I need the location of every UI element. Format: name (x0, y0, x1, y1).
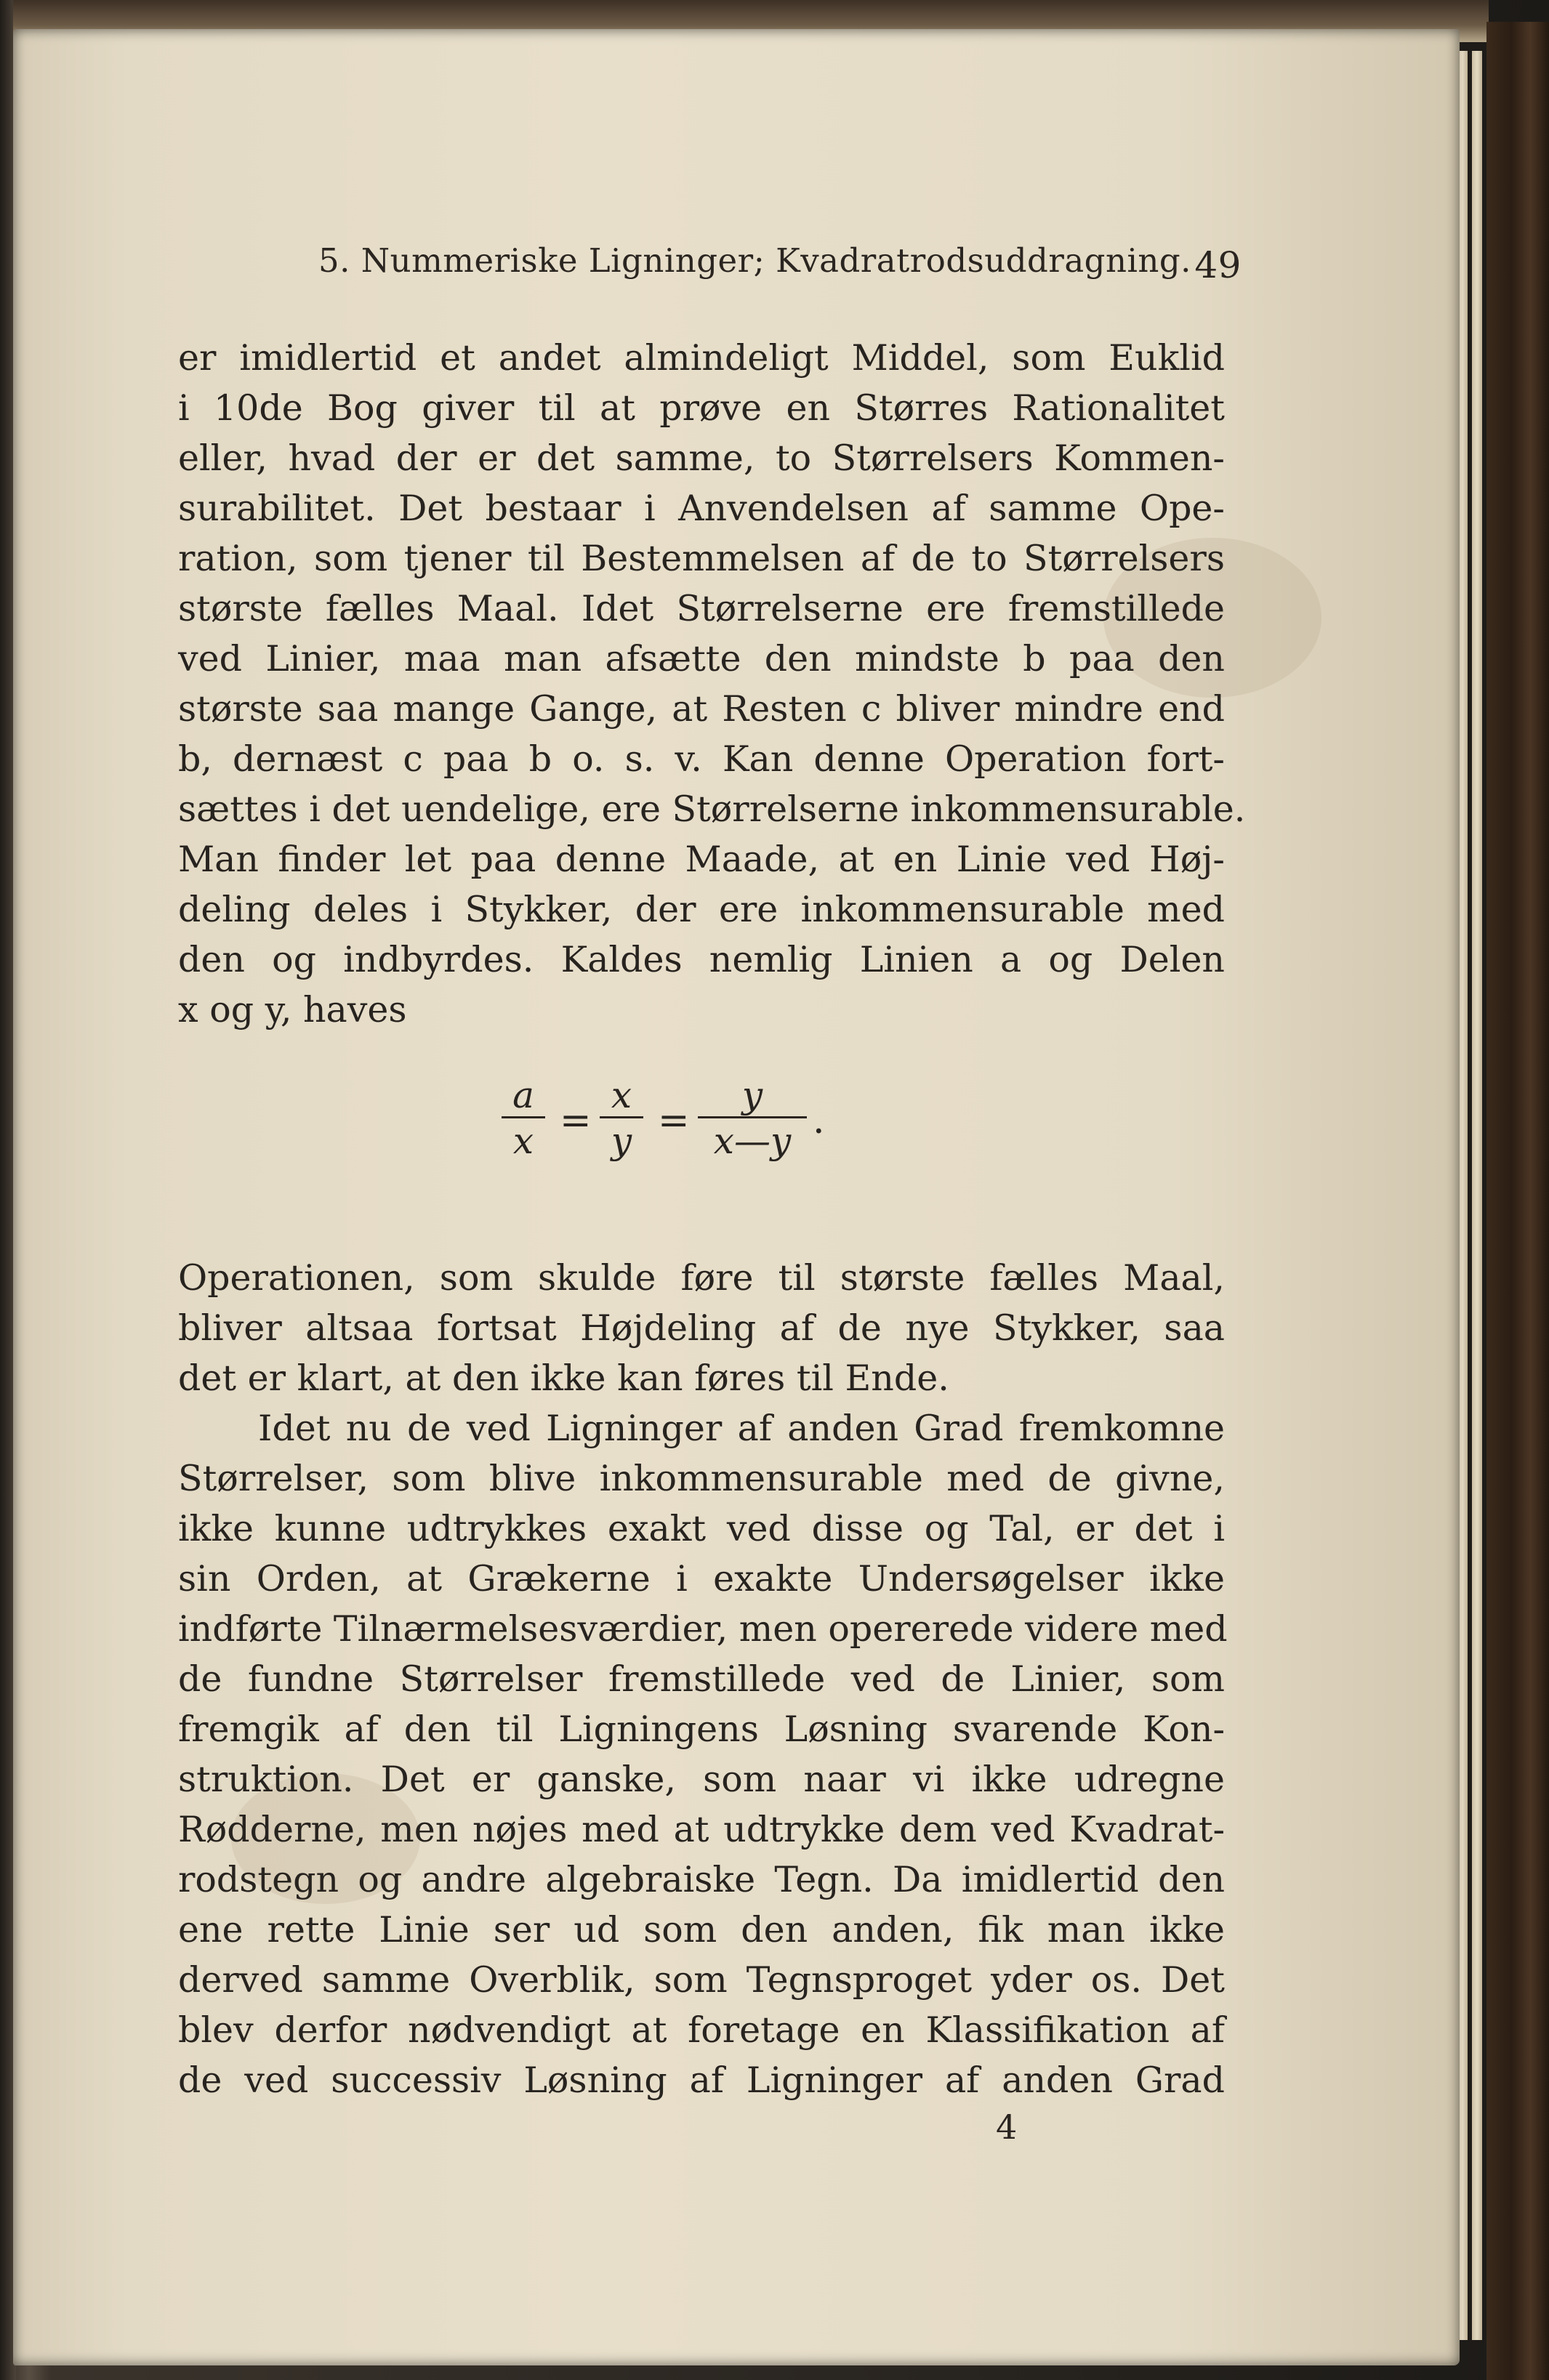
paragraph-1 (178, 333, 1246, 1035)
text-line: i 10de Bog giver til at prøve en Størres Rationalitet (178, 387, 1225, 429)
text-line: deling deles i Stykker, der ere inkommensurable med (178, 889, 1225, 930)
text-line: bliver altsaa fortsat Højdeling af de nye Stykker, saa (178, 1307, 1225, 1349)
body-text (178, 333, 1246, 2105)
text-line: er imidlertid et andet almindeligt Middel, som Euklid (178, 337, 1225, 379)
text-line: indførte Tilnærmelsesværdier, men opererede videre med (178, 1608, 1228, 1650)
paragraph-3 (178, 1403, 1228, 2105)
text-line: det er klart, at den ikke kan føres til Ende. (178, 1358, 949, 1399)
fraction-numerator: y (741, 1074, 763, 1116)
text-line: Man finder let paa denne Maade, at en Linie ved Høj- (178, 839, 1225, 880)
text-line: sættes i det uendelige, ere Størrelserne inkommensurable. (178, 788, 1246, 830)
page-number: 49 (1194, 244, 1242, 286)
equals-sign: = (658, 1099, 690, 1142)
page-stack-edge (1472, 51, 1482, 2340)
fraction-numerator: x (611, 1074, 632, 1116)
text-line: b, dernæst c paa b o. s. v. Kan denne Operation fort- (178, 738, 1225, 780)
fraction-denominator: y (611, 1120, 632, 1162)
text-line: den og indbyrdes. Kaldes nemlig Linien a og Delen (178, 939, 1225, 980)
text-line: surabilitet. Det bestaar i Anvendelsen af samme Ope- (178, 488, 1225, 529)
book-spine (1486, 22, 1549, 2380)
text-line: ved Linier, maa man afsætte den mindste b paa den (178, 638, 1225, 679)
text-line: ration, som tjener til Bestemmelsen af de to Størrelsers (178, 538, 1225, 579)
fraction-denominator: x (512, 1120, 534, 1162)
fraction-numerator: a (512, 1074, 534, 1116)
text-line: de ved successiv Løsning af Ligninger af anden Grad (178, 2060, 1225, 2101)
running-header (318, 241, 1242, 292)
text-line: Rødderne, men nøjes med at udtrykke dem ved Kvadrat- (178, 1809, 1225, 1850)
text-line: fremgik af den til Ligningens Løsning svarende Kon- (178, 1709, 1225, 1750)
running-title: 5. Nummeriske Ligninger; Kvadratrodsuddragning. (318, 241, 1191, 280)
text-line: sin Orden, at Grækerne i exakte Undersøgelser ikke (178, 1558, 1225, 1600)
text-line: blev derfor nødvendigt at foretage en Klassifikation af (178, 2009, 1225, 2051)
text-line: ikke kunne udtrykkes exakt ved disse og Tal, er det i (178, 1508, 1225, 1549)
signature-mark: 4 (996, 2107, 1018, 2147)
text-line: Idet nu de ved Ligninger af anden Grad fremkomne (258, 1408, 1225, 1449)
text-line: største fælles Maal. Idet Størrelserne ere fremstillede (178, 588, 1225, 629)
fraction-x-over-y (600, 1074, 643, 1163)
text-line: eller, hvad der er det samme, to Størrelsers Kommen- (178, 437, 1225, 479)
text-line: Størrelser, som blive inkommensurable med de givne, (178, 1458, 1225, 1499)
text-line: struktion. Det er ganske, som naar vi ikke udregne (178, 1759, 1225, 1800)
paragraph-2 (178, 1253, 1225, 1403)
equals-sign: = (560, 1099, 592, 1142)
text-line: derved samme Overblik, som Tegnsproget yder os. Det (178, 1959, 1225, 2001)
text-line: ene rette Linie ser ud som den anden, fik man ikke (178, 1909, 1225, 1951)
fraction-a-over-x (502, 1074, 545, 1163)
fraction-y-over-x-minus-y (698, 1074, 807, 1163)
text-line: x og y, haves (178, 989, 407, 1030)
text-line: de fundne Størrelser fremstillede ved de Linier, som (178, 1658, 1225, 1700)
text-line: største saa mange Gange, at Resten c bliver mindre end (178, 688, 1225, 730)
equation-block (502, 1074, 1010, 1176)
text-line: Operationen, som skulde føre til største fælles Maal, (178, 1257, 1225, 1299)
fraction-denominator: x—y (713, 1120, 792, 1162)
period-mark: . (813, 1099, 825, 1142)
text-line: rodstegn og andre algebraiske Tegn. Da imidlertid den (178, 1859, 1225, 1900)
